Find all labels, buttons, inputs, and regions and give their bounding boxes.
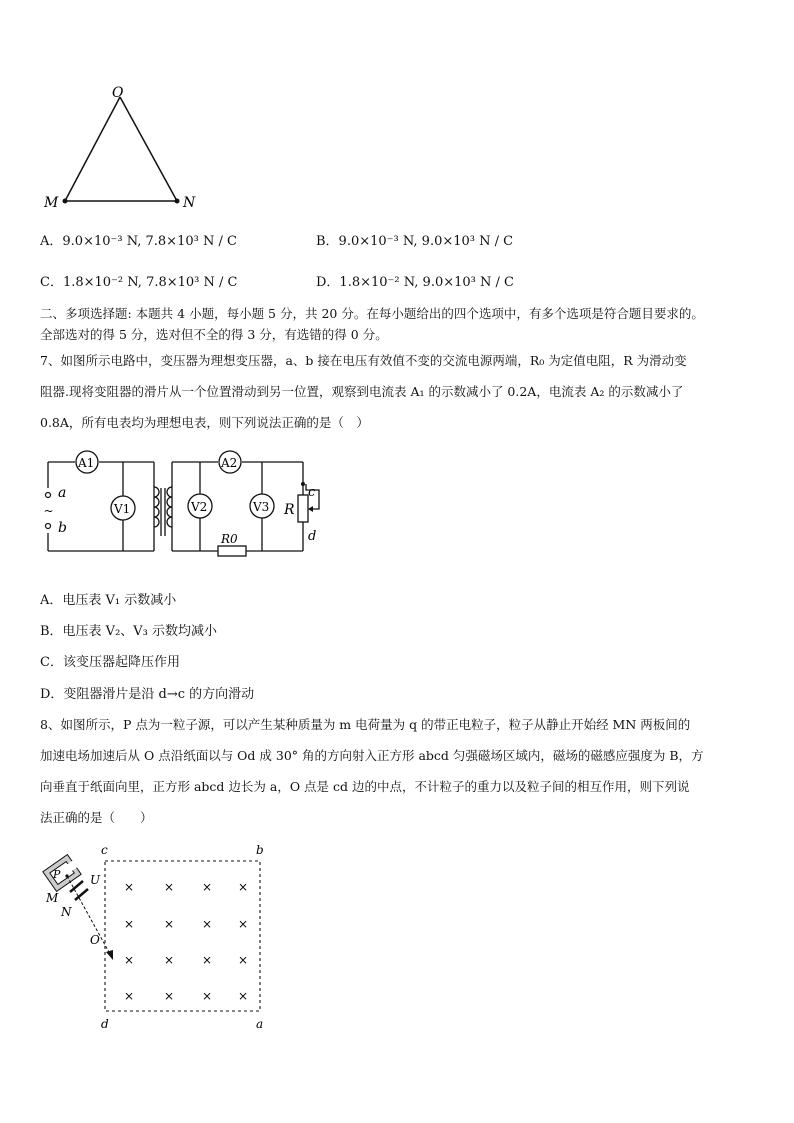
field-cross: × [202,989,213,1003]
q7-circuit-diagram [40,450,340,565]
ammeter-a1-label: A1 [78,456,95,470]
resistor-r0-label: R0 [221,532,238,546]
magnetic-field-crosses [124,880,248,1003]
field-cross: × [238,989,249,1003]
q7-option-c: C．该变压器起降压作用 [40,655,180,670]
vertex-o-label: O [112,85,124,101]
terminal-a-label: a [58,485,67,501]
vertex-n-label: N [183,195,196,211]
field-cross: × [124,880,135,894]
q8-stem-line1: 8、如图所示，P 点为一粒子源，可以产生某种质量为 m 电荷量为 q 的带正电粒子，粒子从静止开始经 MN 两板间的 [40,717,691,732]
field-cross: × [238,917,249,931]
field-cross: × [164,989,175,1003]
voltmeter-v1-label: V1 [114,502,131,516]
field-cross: × [164,917,175,931]
field-cross: × [202,880,213,894]
source-p-label: P [53,868,61,881]
field-cross: × [164,880,175,894]
section-2-heading-line2: 全部选对的得 5 分，选对但不全的得 3 分，有选错的得 0 分。 [40,327,388,342]
field-cross: × [202,953,213,967]
plate-n-label: N [61,905,72,919]
field-cross: × [124,989,135,1003]
ac-source-symbol: ~ [43,504,54,518]
field-cross: × [124,953,135,967]
q6-option-b: B．9.0×10⁻³ N, 9.0×10³ N / C [316,234,514,249]
q7-option-d: D．变阻器滑片是沿 d→c 的方向滑动 [40,687,255,702]
terminal-d-label: d [308,529,317,544]
q8-magnetic-field-figure [40,840,280,1040]
q8-stem-line3: 向垂直于纸面向里，正方形 abcd 边长为 a，O 点是 cd 边的中点，不计粒子的重力以及粒子间的相互作用，则下列说 [40,779,690,794]
q8-stem-line2: 加速电场加速后从 O 点沿纸面以与 Od 成 30° 角的方向射入正方形 abcd 匀强磁场区域内，磁场的磁感应强度为 B，方 [40,748,704,763]
q7-option-a: A．电压表 V₁ 示数减小 [40,593,177,608]
voltage-u-label: U [90,873,101,887]
plate-m [70,881,83,892]
field-cross: × [164,953,175,967]
field-cross: × [238,880,249,894]
corner-d-label: d [101,1017,109,1031]
q7-stem-line3: 0.8A，所有电表均为理想电表，则下列说法正确的是（ ） [40,415,369,430]
terminal-b-label: b [58,520,67,536]
q6-option-a: A．9.0×10⁻³ N, 7.8×10³ N / C [40,234,237,249]
corner-a-label: a [256,1017,264,1031]
voltmeter-v3-label: V3 [253,500,270,514]
q7-stem-line1: 7、如图所示电路中，变压器为理想变压器，a、b 接在电压有效值不变的交流电源两端，R₀ 为定值电阻，R 为滑动变 [40,353,687,368]
corner-b-label: b [256,843,264,857]
field-cross: × [124,917,135,931]
q6-option-d: D．1.8×10⁻² N, 9.0×10³ N / C [316,275,514,290]
q8-stem-line4: 法正确的是（ ） [40,810,153,825]
field-cross: × [238,953,249,967]
field-cross: × [202,917,213,931]
terminal-c-label: c [308,485,316,500]
section-2-heading-line1: 二、多项选择题: 本题共 4 小题，每小题 5 分，共 20 分。在每小题给出的四个选项中，有多个选项是符合题目要求的。 [40,306,704,321]
q6-option-c: C．1.8×10⁻² N, 7.8×10³ N / C [40,275,238,290]
rheostat-r-label: R [284,502,295,518]
voltmeter-v2-label: V2 [191,500,208,514]
corner-c-label: c [101,843,108,857]
triangle-figure [40,80,210,215]
ammeter-a2-label: A2 [221,456,238,470]
plate-m-label: M [46,891,59,905]
point-o-label: O [90,933,100,947]
vertex-m-label: M [44,195,59,211]
q7-stem-line2: 阻器.现将变阻器的滑片从一个位置滑动到另一位置，观察到电流表 A₁ 的示数减小了 0.2A，电流表 A₂ 的示数减小了 [40,384,684,399]
q7-option-b: B．电压表 V₂、V₃ 示数均减小 [40,624,218,639]
